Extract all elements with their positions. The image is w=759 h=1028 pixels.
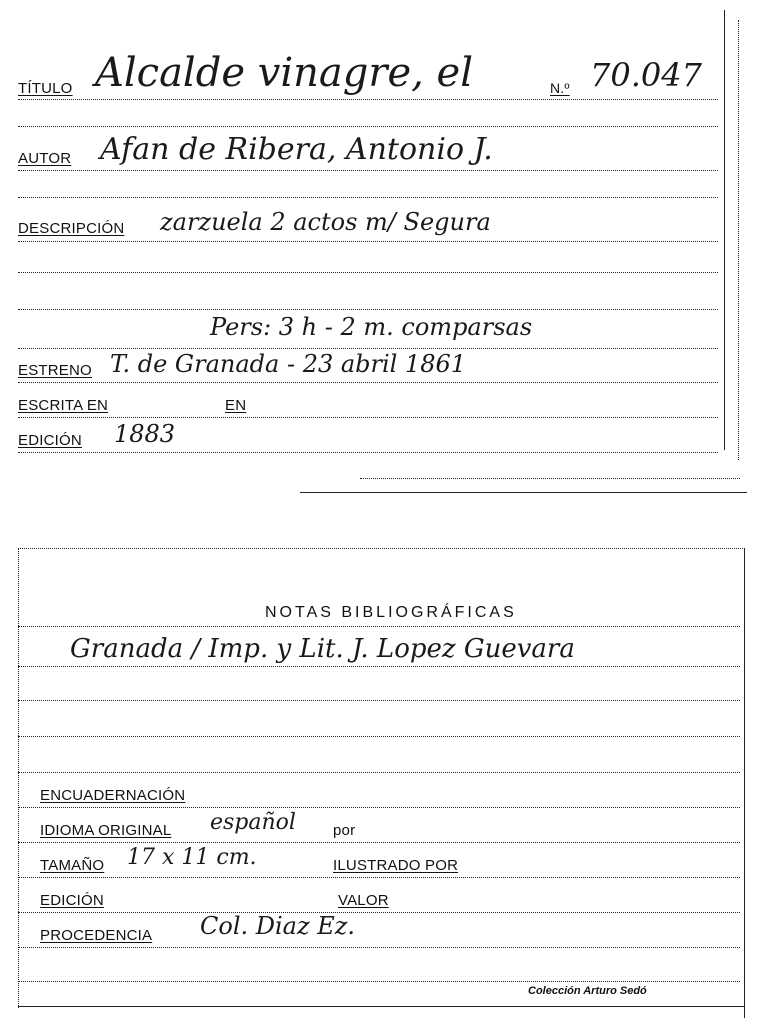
personajes-rule [18,348,718,349]
top-card-right-edge-outer [738,20,739,460]
idioma-value: español [210,810,296,835]
notas-rule-0 [18,626,740,627]
edicion-bottom-label: EDICIÓN [40,892,104,909]
edicion-label: EDICIÓN [18,432,82,449]
descripcion-value: zarzuela 2 actos m/ Segura [160,208,491,236]
edicion-rule [18,452,718,453]
titulo-label: TÍTULO [18,80,73,97]
rule-1 [18,126,718,127]
notas-rule-1 [18,666,740,667]
personajes-value: Pers: 3 h - 2 m. comparsas [210,313,533,341]
estreno-value: T. de Granada - 23 abril 1861 [110,350,467,378]
bottom-card-left-edge [18,548,19,1008]
rule-4 [18,309,718,310]
rule-3 [18,272,718,273]
tamano-label: TAMAÑO [40,857,105,874]
notas-rule-3 [18,736,740,737]
escrita-rule [18,417,718,418]
por-label: por [333,822,356,839]
rule-2 [18,197,718,198]
encuadernacion-rule [18,807,740,808]
ilustrado-label: ILUSTRADO POR [333,857,459,874]
procedencia-value: Col. Diaz Ez. [200,912,356,940]
idioma-rule [18,842,740,843]
numero-label: N.º [550,80,570,96]
notas-rule-4 [18,772,740,773]
valor-label: VALOR [338,892,389,909]
notas-value: Granada / Imp. y Lit. J. Lopez Guevara [70,634,575,664]
autor-label: AUTOR [18,150,72,167]
rule-5 [360,478,740,479]
titulo-value: Alcalde vinagre, el [95,50,474,96]
notas-heading: NOTAS BIBLIOGRÁFICAS [265,604,517,621]
bottom-card-top-edge [18,548,745,549]
bottom-rule-final [18,981,740,982]
tamano-value: 17 x 11 cm. [127,845,257,870]
coleccion-footer: Colección Arturo Sedó [528,985,647,997]
edicion-bottom-rule [18,912,740,913]
autor-value: Afan de Ribera, Antonio J. [100,132,493,167]
descripcion-rule [18,241,718,242]
top-card-bottom-edge [300,492,747,493]
edicion-value: 1883 [114,420,176,448]
top-card-right-edge [724,10,725,450]
numero-value: 70.047 [590,56,702,94]
estreno-label: ESTRENO [18,362,92,379]
autor-rule [18,170,718,171]
procedencia-label: PROCEDENCIA [40,927,153,944]
descripcion-label: DESCRIPCIÓN [18,220,125,237]
bottom-card-right-edge [744,548,745,1018]
notas-rule-2 [18,700,740,701]
tamano-rule [18,877,740,878]
escrita-en-label: ESCRITA EN [18,397,109,414]
estreno-rule [18,382,718,383]
bottom-card-bottom-edge [18,1006,745,1007]
en-label: EN [225,397,247,414]
titulo-rule [18,99,718,100]
procedencia-rule [18,947,740,948]
encuadernacion-label: ENCUADERNACIÓN [40,787,186,804]
idioma-label: IDIOMA ORIGINAL [40,822,172,839]
